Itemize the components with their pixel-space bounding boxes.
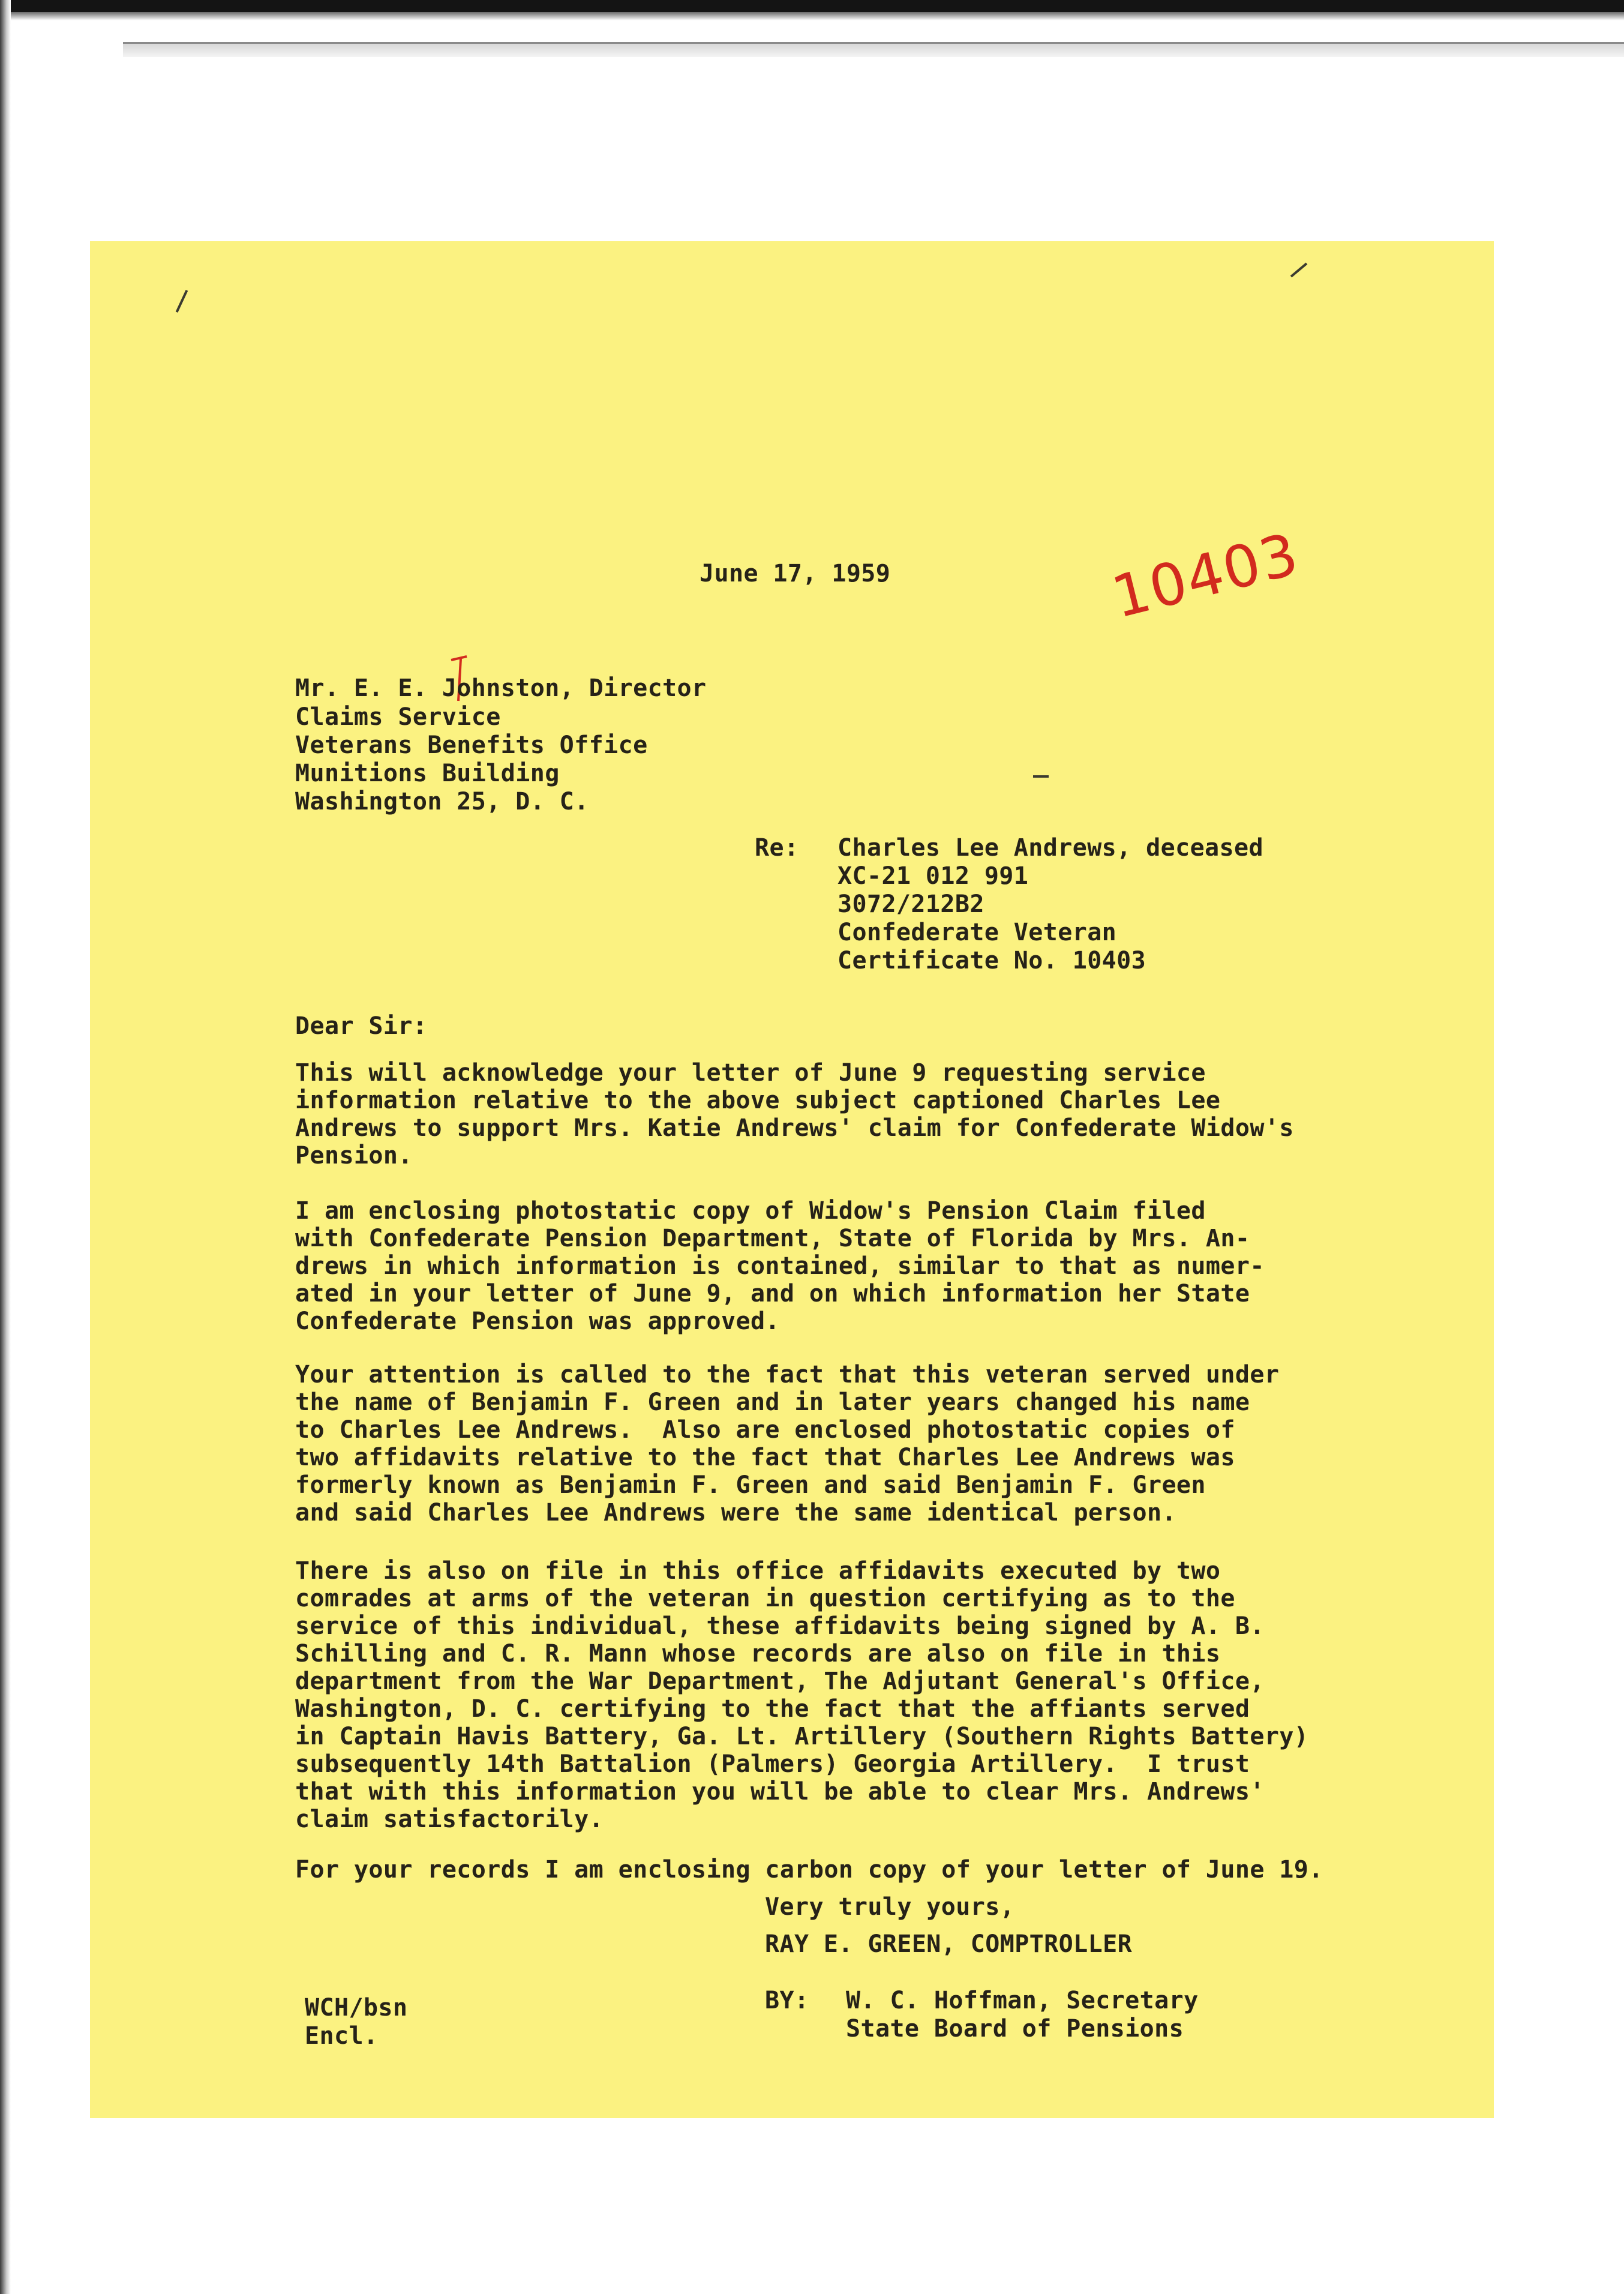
recipient-line: Mr. E. E. Johnston, Director: [295, 674, 707, 702]
signer-office: RAY E. GREEN, COMPTROLLER: [765, 1930, 1133, 1958]
re-line: Charles Lee Andrews, deceased: [837, 834, 1263, 862]
scan-top-shadow: [0, 12, 1624, 20]
paragraph-line: the name of Benjamin F. Green and in later years changed his name: [295, 1389, 1250, 1416]
paragraph-line: ated in your letter of June 9, and on which information her State: [295, 1280, 1250, 1308]
paragraph-line: claim satisfactorily.: [295, 1806, 604, 1833]
paragraph-line: There is also on file in this office affidavits executed by two: [295, 1557, 1221, 1585]
paragraph-line: that with this information you will be able to clear Mrs. Andrews': [295, 1778, 1265, 1806]
closing: Very truly yours,: [765, 1893, 1015, 1921]
paragraph-line: Andrews to support Mrs. Katie Andrews' claim for Confederate Widow's: [295, 1114, 1294, 1142]
recipient-line: Claims Service: [295, 703, 501, 731]
paragraph-line: For your records I am enclosing carbon copy of your letter of June 19.: [295, 1856, 1323, 1884]
re-label: Re:: [755, 834, 799, 862]
paragraph-line: department from the War Department, The Adjutant General's Office,: [295, 1668, 1265, 1695]
body-paragraph: [295, 1361, 1279, 1527]
body-paragraph: [295, 1197, 1265, 1335]
scan-top-border: [0, 0, 1624, 12]
paragraph-line: I am enclosing photostatic copy of Widow's Pension Claim filed: [295, 1197, 1206, 1225]
re-line: 3072/212B2: [837, 890, 984, 918]
paragraph-line: formerly known as Benjamin F. Green and said Benjamin F. Green: [295, 1471, 1206, 1499]
paragraph-line: This will acknowledge your letter of June 9 requesting service: [295, 1059, 1206, 1087]
paragraph-line: information relative to the above subject captioned Charles Lee: [295, 1087, 1221, 1114]
signatory-name: W. C. Hoffman, Secretary: [846, 1987, 1199, 2014]
paragraph-line: Your attention is called to the fact that this veteran served under: [295, 1361, 1280, 1389]
paragraph-line: drews in which information is contained, similar to that as numer-: [295, 1252, 1265, 1280]
letter-date: June 17, 1959: [700, 560, 891, 587]
signatory-title: State Board of Pensions: [846, 2015, 1184, 2043]
paragraph-line: and said Charles Lee Andrews were the same identical person.: [295, 1499, 1176, 1527]
paragraph-line: Washington, D. C. certifying to the fact that the affiants served: [295, 1695, 1250, 1723]
by-label: BY:: [765, 1987, 809, 2014]
body-paragraph: [295, 1856, 1323, 1884]
salutation: Dear Sir:: [295, 1012, 428, 1040]
paragraph-line: Schilling and C. R. Mann whose records are also on file in this: [295, 1640, 1221, 1668]
underlying-sheet-strip: [123, 42, 1624, 57]
paragraph-line: with Confederate Pension Department, State of Florida by Mrs. An-: [295, 1225, 1250, 1252]
paragraph-line: in Captain Havis Battery, Ga. Lt. Artillery (Southern Rights Battery): [295, 1723, 1309, 1750]
recipient-line: Washington 25, D. C.: [295, 788, 589, 815]
enclosure-note: Encl.: [305, 2022, 379, 2050]
paragraph-line: comrades at arms of the veteran in question certifying as to the: [295, 1585, 1235, 1612]
handwritten-certificate-number: 10403: [1105, 520, 1306, 631]
recipient-line: Munitions Building: [295, 760, 560, 787]
re-line: Confederate Veteran: [837, 919, 1117, 946]
stray-mark: [1033, 775, 1049, 778]
paragraph-line: subsequently 14th Battalion (Palmers) Georgia Artillery. I trust: [295, 1750, 1250, 1778]
recipient-line: Veterans Benefits Office: [295, 731, 648, 759]
reference-initials: WCH/bsn: [305, 1994, 408, 2022]
scan-left-edge: [0, 0, 11, 2294]
body-paragraph: [295, 1557, 1308, 1833]
paragraph-line: to Charles Lee Andrews. Also are enclosed photostatic copies of: [295, 1416, 1235, 1444]
re-line: Certificate No. 10403: [837, 947, 1146, 974]
re-line: XC-21 012 991: [837, 862, 1029, 890]
paragraph-line: service of this individual, these affidavits being signed by A. B.: [295, 1612, 1265, 1640]
paragraph-line: Confederate Pension was approved.: [295, 1308, 780, 1335]
paragraph-line: Pension.: [295, 1142, 413, 1170]
body-paragraph: [295, 1059, 1294, 1170]
paragraph-line: two affidavits relative to the fact that Charles Lee Andrews was: [295, 1444, 1235, 1471]
